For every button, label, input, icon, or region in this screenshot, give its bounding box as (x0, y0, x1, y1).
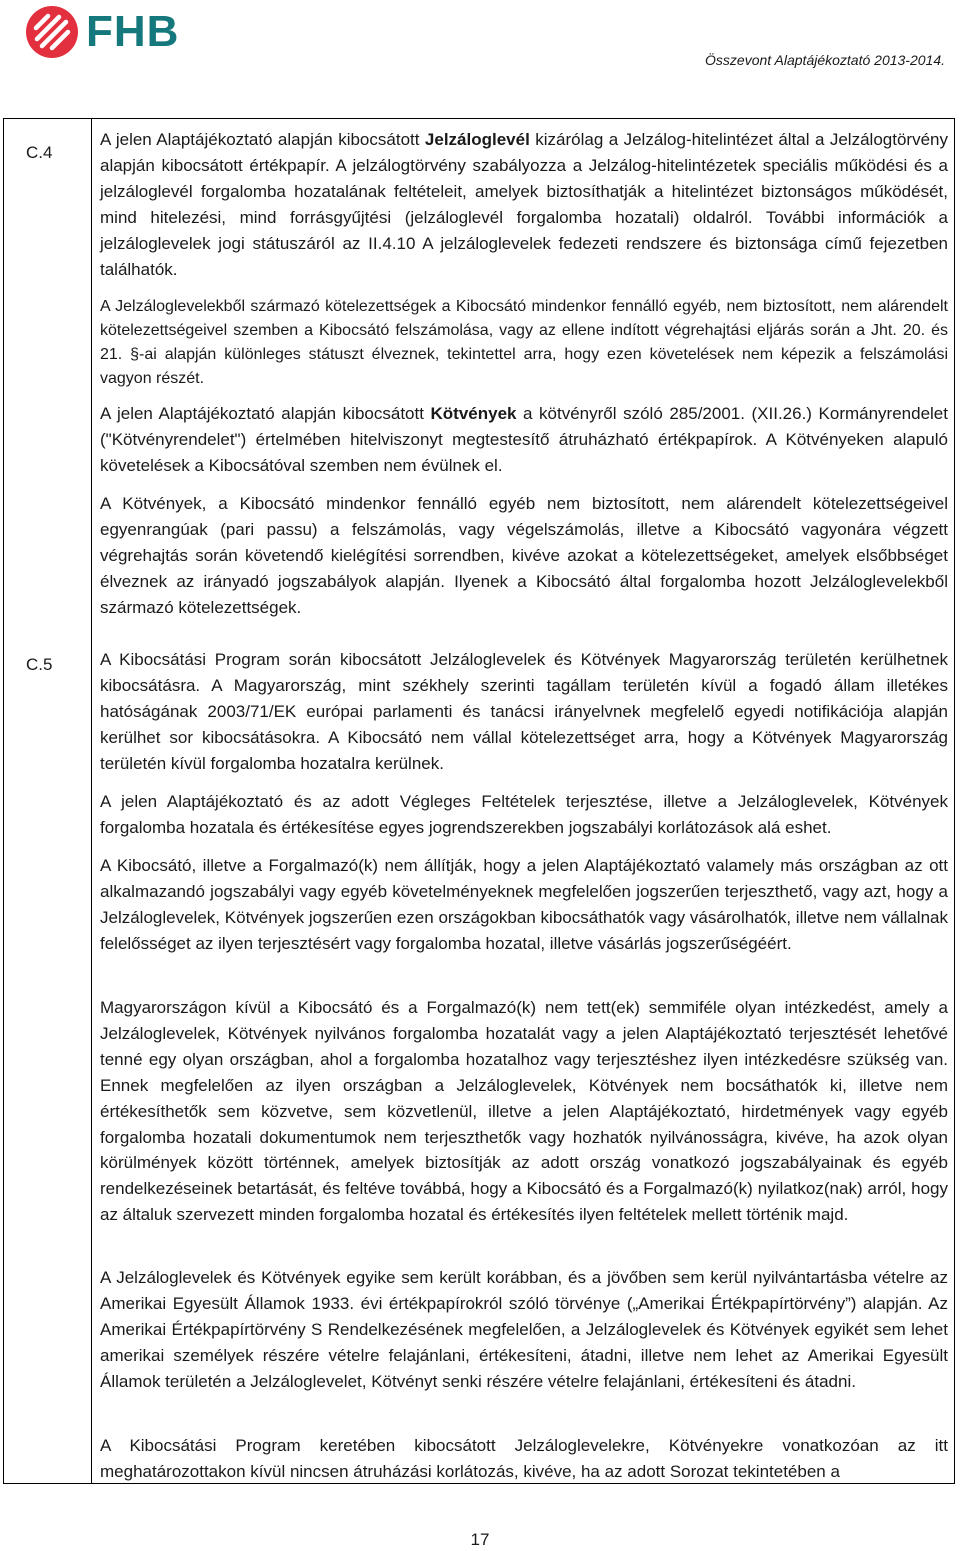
fhb-logo (26, 4, 196, 60)
c4-p1-bold-jelzaloglevel: Jelzáloglevél (424, 130, 530, 149)
section-c4-p3 (100, 401, 948, 479)
c4-p1-text-c: kizárólag a Jelzálog-hitelintézet által a Jelzálogtörvény alapján kibocsátott értékpapír. A jelzálogtörvény szabályozza a Jelzálog-hitelintézetek speciális működési és a jelzáloglevél forgalomba hozatalának feltételeit, amelyek biztosíthatják a hitelintézet biztonságos működését, mind hitelezési, mind forrásgyűjtési (jelzáloglevél forgalomba hozatali) oldalról. További információk a jelzáloglevelek jogi státuszáról az II.4.10 A jelzáloglevelek fedezeti rendszere és biztonsága című fejezetben találhatók. (100, 130, 948, 279)
section-c5-p4 (100, 995, 948, 1228)
document-title: Összevont Alaptájékoztató 2013-2014. (705, 52, 945, 68)
fhb-logo-mark-icon (26, 6, 78, 58)
section-c5-p6 (100, 1433, 948, 1485)
section-c4-p1 (100, 127, 948, 282)
section-c5-p5 (100, 1265, 948, 1395)
c5-p5-text: A Jelzáloglevelek és Kötvények egyike sem került korábban, és a jövőben sem kerül nyilvántartásba vételre az Amerikai Egyesült Államok 1933. évi értékpapírokról szóló törvénye („Amerikai Értékpapírtörvény”) alapján. Az Amerikai Értékpapírtörvény S Rendelkezésének megfelelően, a Jelzáloglevelek és Kötvények egyikét sem lehet amerikai személyek részére vételre felajánlani, értékesíteni, átadni, illetve nem lehet az Amerikai Egyesült Államok területén a Jelzáloglevelet, Kötvényt senki részére vételre felajánlani, értékesíteni és átadni. (100, 1268, 948, 1391)
section-c5-p3 (100, 853, 948, 957)
section-c5-p1 (100, 647, 948, 777)
section-label-c4: C.4 (26, 143, 53, 162)
c4-p2-text: A Jelzáloglevelekből származó kötelezettségek a Kibocsátó mindenkor fennálló egyéb, nem biztosított, nem alárendelt kötelezettségeivel szemben a Kibocsátó felszámolása, vagy az ellene indított végrehajtási eljárás során a Jht. 20. és 21. §-ai alapján különleges státuszt élveznek, tekintettel arra, hogy ezen követelések nem képezik a felszámolási vagyon részét. (100, 298, 948, 387)
c4-p3-bold-kotvenyek: Kötvények (430, 404, 517, 423)
c4-p3-text-c: a kötvényről szóló 285/2001. (XII.26.) Kormányrendelet ("Kötvényrendelet") értelmében hitelviszonyt megtestesítő átruházható értékpapírok. A Kötvényeken alapuló követelések a Kibocsátóval szemben nem évülnek el. (100, 404, 948, 475)
c4-p1-text-a: A jelen Alaptájékoztató alapján kibocsátott (100, 130, 425, 149)
c5-p6-text: A Kibocsátási Program keretében kibocsátott Jelzáloglevelekre, Kötvényekre vonatkozóan az itt meghatározottakon kívül nincsen átruházási korlátozás, kivéve, ha az adott Sorozat tekintetében a (100, 1436, 948, 1481)
page-number: 17 (470, 1530, 490, 1549)
c5-p3-text: A Kibocsátó, illetve a Forgalmazó(k) nem állítják, hogy a jelen Alaptájékoztató valamely más országban az ott alkalmazandó jogszabályi vagy egyéb követelményeknek megfelelően jogszerűen terjeszthető, vagy azt, hogy a Jelzáloglevelek, Kötvények jogszerűen ezen országokban kibocsáthatók vagy vásárolhatók, illetve nem vállalnak felelősséget az ilyen terjesztésért vagy forgalomba hozatal, illetve vásárlás jogszerűségéért. (100, 856, 948, 953)
column-divider (91, 119, 92, 1483)
c5-p4-text: Magyarországon kívül a Kibocsátó és a Forgalmazó(k) nem tett(ek) semmiféle olyan intézkedést, amely a Jelzáloglevelek, Kötvények nyilvános forgalomba hozatalát vagy a jelen Alaptájékoztató terjesztését lehetővé tenné egy olyan országban, ahol a forgalomba hozatalhoz vagy terjesztéshez ilyen intézkedésre szükség van. Ennek megfelelően az ilyen országban a Jelzáloglevelek, Kötvények nem bocsáthatók ki, illetve nem értékesíthetők sem közvetve, sem közvetlenül, illetve a jelen Alaptájékoztató, hirdetmények vagy egyéb forgalomba hozatali dokumentumok nem terjeszthetők vagy hozhatók nyilvánosságra, kivéve, ha azok olyan körülmények között történnek, amelyek biztosítják az adott ország vonatkozó jogszabályainak és egyéb rendelkezéseinek betartását, és feltéve továbbá, hogy a Kibocsátó és a Forgalmazó(k) nyilatkoz(nak) arról, hogy az általuk szervezett minden forgalomba hozatal és értékesítés ilyen feltételek mellett történik majd. (100, 998, 948, 1225)
section-c5-p2 (100, 789, 948, 841)
c5-p1-text: A Kibocsátási Program során kibocsátott Jelzáloglevelek és Kötvények Magyarország területén kerülhetnek kibocsátásra. A Magyarország, mint székhely szerinti tagállam területén kívül a fogadó állam illetékes hatóságának 2003/71/EK európai parlamenti és tanácsi irányelvnek megfelelő egyedi notifikációja alapján kerülhet sor kibocsátásokra. A Kibocsátó nem vállal kötelezettséget arra, hogy a Kötvények Magyarország területén kívül forgalomba hozatalra kerülnek. (100, 650, 948, 773)
c5-p2-text: A jelen Alaptájékoztató és az adott Végleges Feltételek terjesztése, illetve a Jelzáloglevelek, Kötvények forgalomba hozatala és értékesítése egyes jogrendszerekben jogszabályi korlátozások alá eshet. (100, 792, 948, 837)
section-label-c5: C.5 (26, 655, 53, 674)
page-header (0, 0, 960, 100)
c4-p4-text: A Kötvények, a Kibocsátó mindenkor fennálló egyéb nem biztosított, nem alárendelt kötelezettségeivel egyenrangúak (pari passu) a felszámolás, vagy végelszámolás, illetve a Kibocsátó vagyonára végzett végrehajtás során követendő kielégítési sorrendben, kivéve azokat a kötelezettségeket, amelyek elsőbbséget élveznek az irányadó jogszabályok alapján. Ilyenek a Kibocsátó által forgalomba hozott Jelzáloglevelekből származó kötelezettségek. (100, 494, 948, 617)
content-table (3, 118, 955, 1484)
section-c4-p2 (100, 295, 948, 391)
logo-text: FHB (86, 7, 180, 56)
section-c4-p4 (100, 491, 948, 621)
c4-p3-text-a: A jelen Alaptájékoztató alapján kibocsátott (100, 404, 431, 423)
